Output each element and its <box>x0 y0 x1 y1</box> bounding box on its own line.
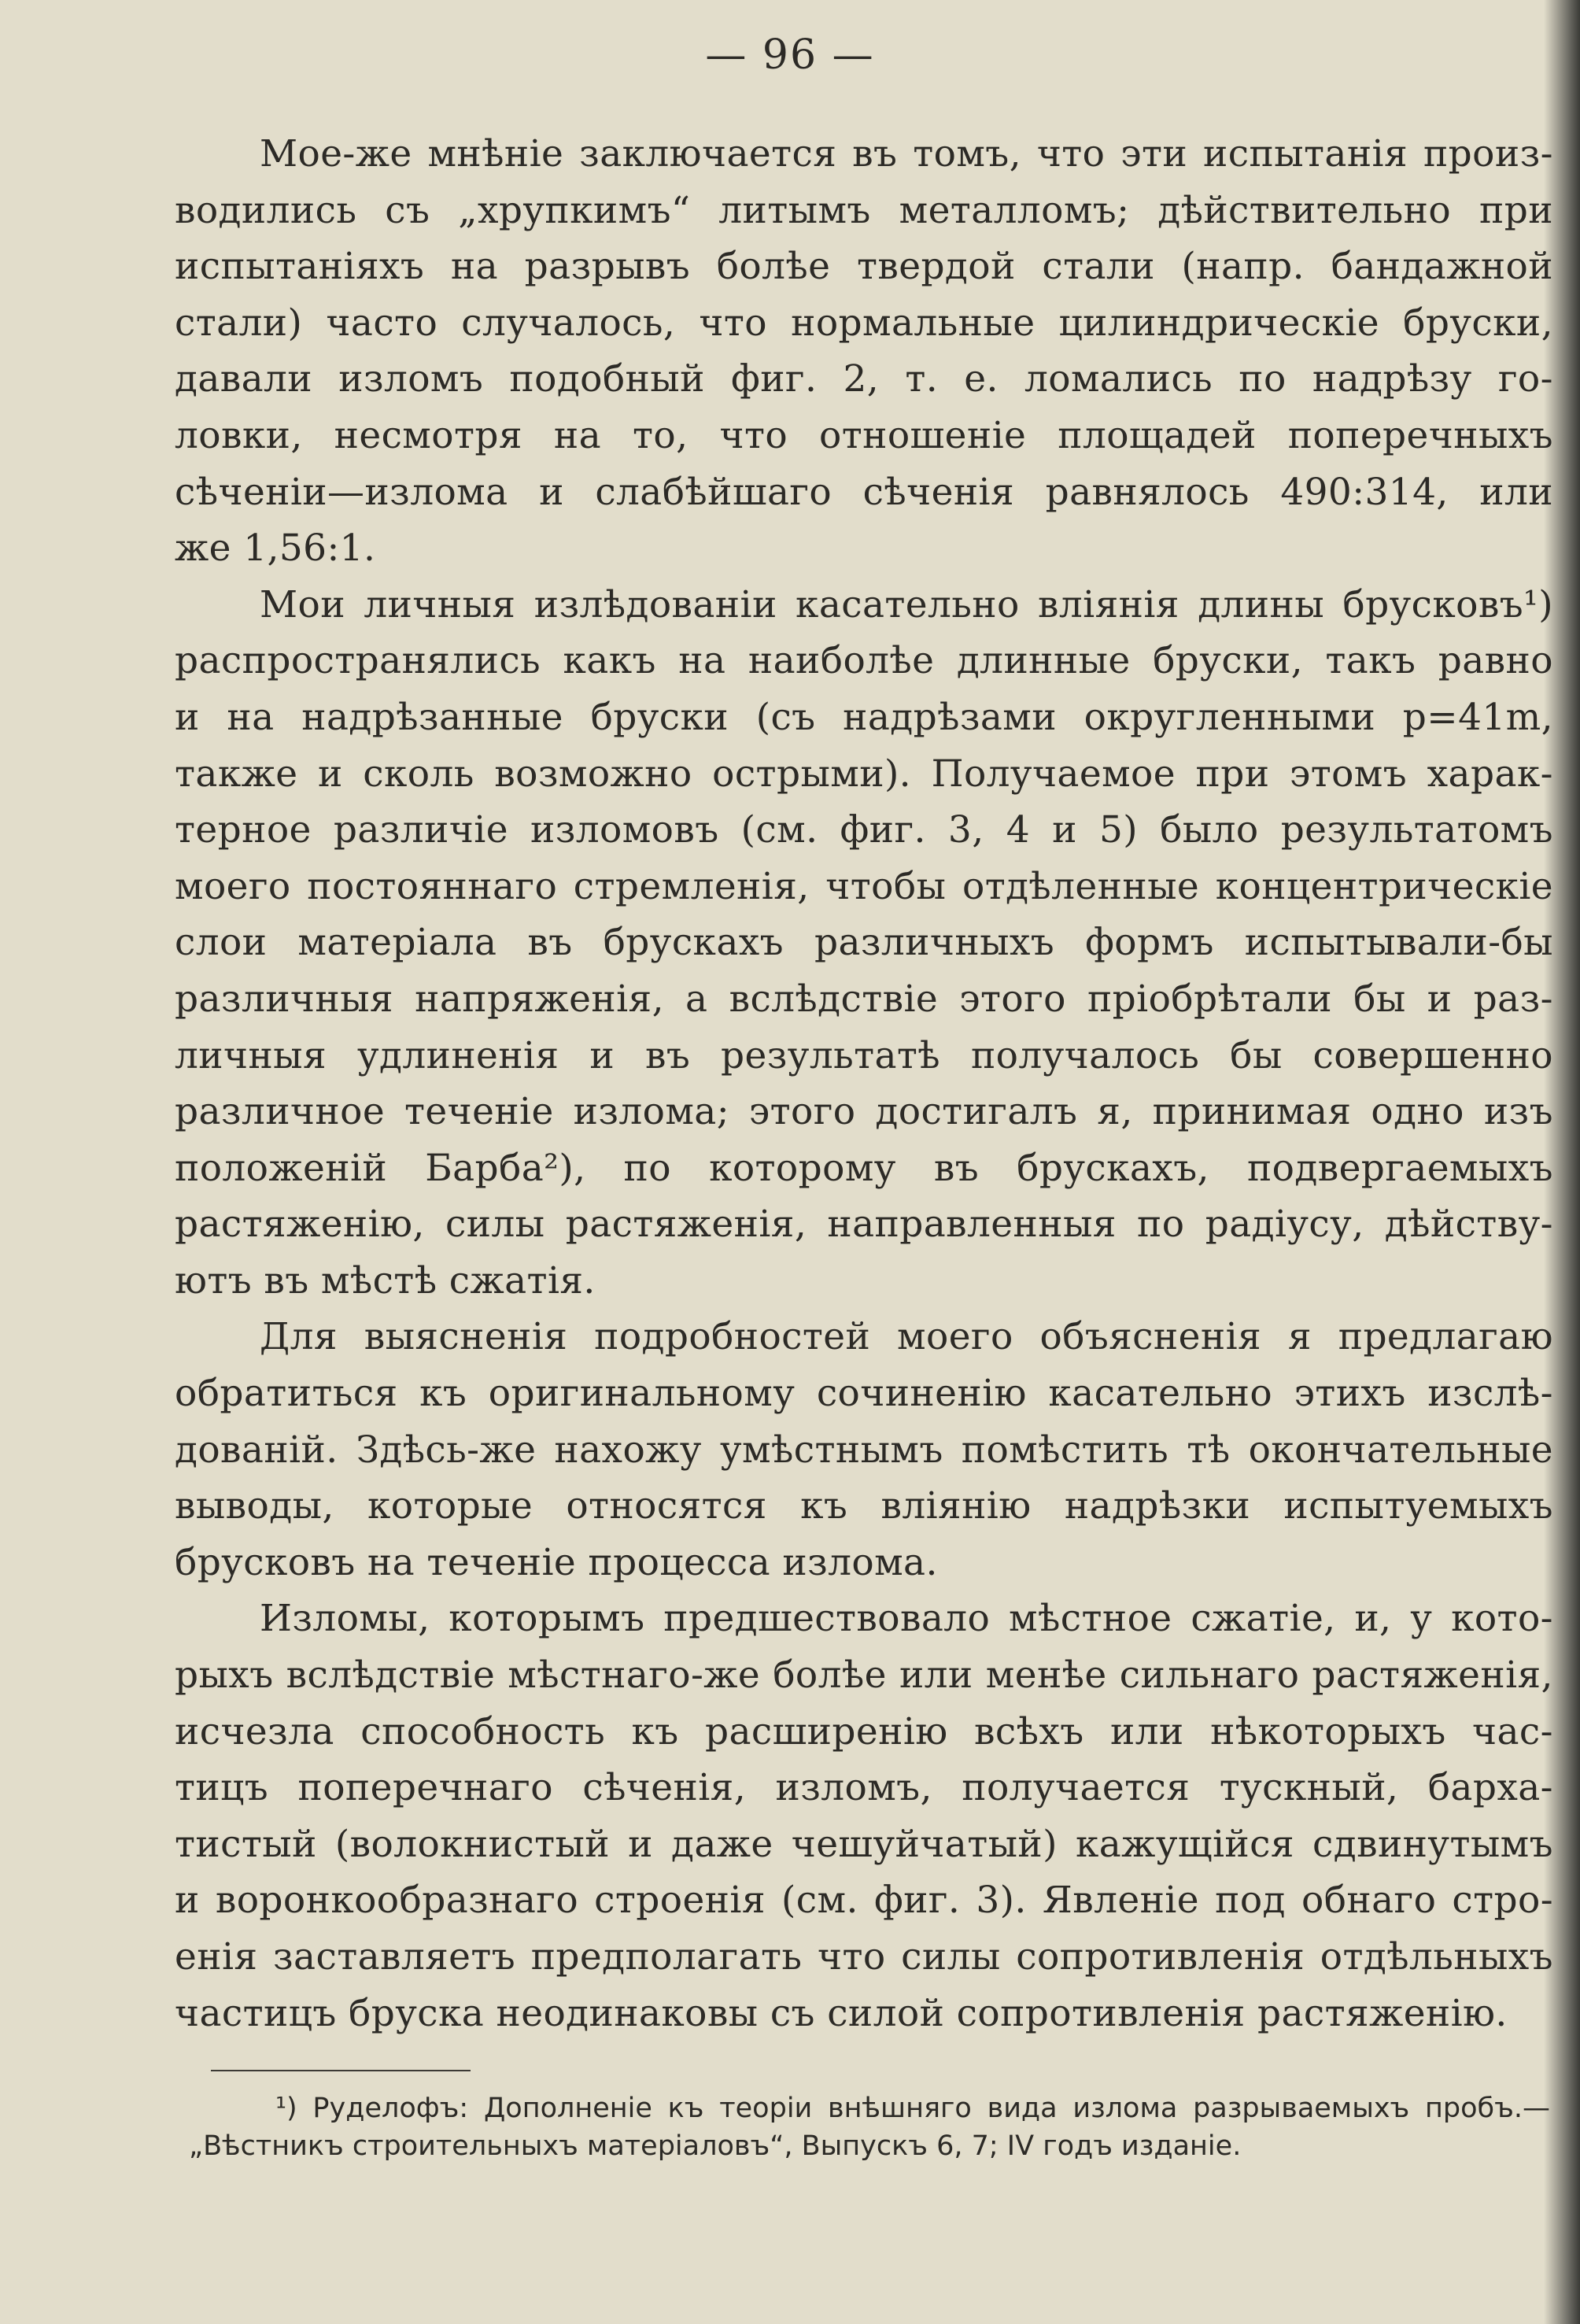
text-line: распространялись какъ на наиболѣе длинные бруски, такъ равно <box>175 639 1553 683</box>
text-line: брусковъ на теченіе процесса излома. <box>175 1540 938 1584</box>
text-line: испытаніяхъ на разрывъ болѣе твердой стали (напр. бандажной <box>175 245 1553 289</box>
text-line: и воронкообразнаго строенія (см. фиг. 3). Явленіе под обнаго стро- <box>175 1879 1553 1923</box>
text-line: моего постояннаго стремленія, чтобы отдѣленные концентрическіе <box>175 864 1553 908</box>
text-line: личныя удлиненія и въ результатѣ получалось бы совершенно <box>175 1033 1553 1077</box>
text-line: рыхъ вслѣдствіе мѣстнаго-же болѣе или менѣе сильнаго растяженія, <box>175 1653 1553 1698</box>
text-line: терное различіе изломовъ (см. фиг. 3, 4 и 5) было результатомъ <box>175 808 1553 852</box>
footnote-divider <box>211 2070 471 2071</box>
text-line: дованій. Здѣсь-же нахожу умѣстнымъ помѣстить тѣ окончательные <box>175 1428 1553 1472</box>
text-line: также и сколь возможно острыми). Получаемое при этомъ харак- <box>175 752 1553 796</box>
text-line: енія заставляетъ предполагать что силы сопротивленія отдѣльныхъ <box>175 1935 1553 1979</box>
text-line: выводы, которые относятся къ вліянію надрѣзки испытуемыхъ <box>175 1484 1553 1528</box>
text-line: ловки, несмотря на то, что отношеніе площадей поперечныхъ <box>175 413 1553 457</box>
text-line: же 1,56:1. <box>175 527 376 571</box>
footnote-line: „Вѣстникъ строительныхъ матеріаловъ“, Выпускъ 6, 7; IV годъ изданіе. <box>189 2130 1242 2162</box>
body-text <box>175 126 1553 2041</box>
text-line: частицъ бруска неодинаковы съ силой сопротивленія растяженію. <box>175 1991 1508 2035</box>
text-line: тистый (волокнистый и даже чешуйчатый) кажущійся сдвинутымъ <box>175 1822 1553 1866</box>
text-line: Мои личныя излѣдованіи касательно вліянія длины брусковъ¹) <box>260 582 1553 626</box>
text-line: положеній Барба²), по которому въ брускахъ, подвергаемыхъ <box>175 1146 1553 1190</box>
text-line: тицъ поперечнаго сѣченія, изломъ, получается тускный, барха- <box>175 1766 1553 1810</box>
text-line: исчезла способность къ расширенію всѣхъ или нѣкоторыхъ час- <box>175 1709 1553 1753</box>
text-line: давали изломъ подобный фиг. 2, т. е. ломались по надрѣзу го- <box>175 357 1553 401</box>
text-line: Изломы, которымъ предшествовало мѣстное сжатіе, и, у кото- <box>260 1597 1553 1641</box>
text-line: различное теченіе излома; этого достигалъ я, принимая одно изъ <box>175 1090 1553 1134</box>
text-line: обратиться къ оригинальному сочиненію касательно этихъ изслѣ- <box>175 1372 1553 1416</box>
page-number: — 96 — <box>705 31 875 79</box>
footnote <box>189 2089 1550 2165</box>
text-line: различныя напряженія, а вслѣдствіе этого пріобрѣтали бы и раз- <box>175 977 1553 1021</box>
text-line: стали) часто случалось, что нормальные цилиндрическіе бруски, <box>175 301 1553 345</box>
text-line: сѣченіи—излома и слабѣйшаго сѣченія равнялось 490:314, или <box>175 470 1553 514</box>
text-line: растяженію, силы растяженія, направленныя по радіусу, дѣйству- <box>175 1203 1553 1247</box>
text-line: водились съ „хрупкимъ“ литымъ металломъ; дѣйствительно при <box>175 188 1553 232</box>
text-line: Мое-же мнѣніе заключается въ томъ, что эти испытанія произ- <box>260 132 1553 176</box>
text-line: слои матеріала въ брускахъ различныхъ формъ испытывали-бы <box>175 921 1553 965</box>
text-line: Для выясненія подробностей моего объясненія я предлагаю <box>260 1315 1553 1359</box>
text-line: и на надрѣзанные бруски (съ надрѣзами округленными р=41m, <box>175 695 1553 739</box>
text-line: ютъ въ мѣстѣ сжатія. <box>175 1258 596 1302</box>
footnote-line: ¹) Руделофъ: Дополненіе къ теоріи внѣшняго вида излома разрываемыхъ пробъ.— <box>275 2093 1550 2124</box>
